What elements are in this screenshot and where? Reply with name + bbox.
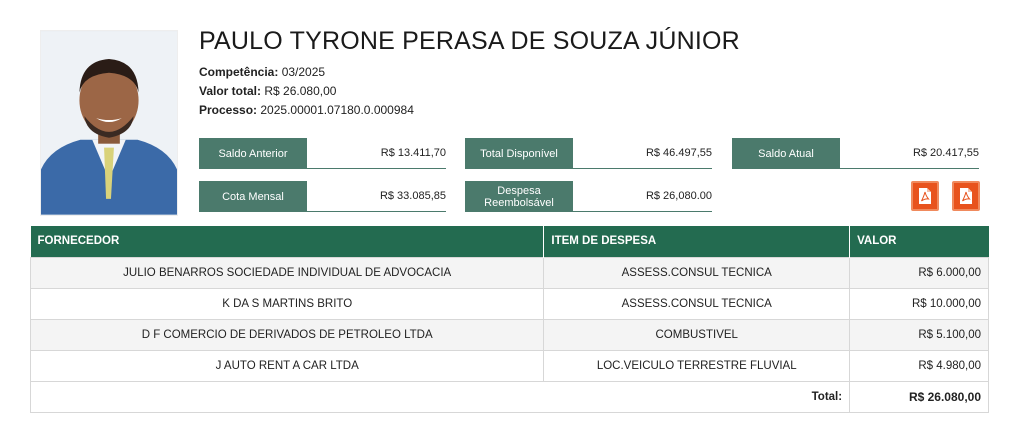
pdf-file-icon	[918, 188, 932, 204]
saldo-atual-card	[732, 138, 979, 169]
cota-mensal-card	[199, 181, 446, 212]
cell-fornecedor: J AUTO RENT A CAR LTDA	[31, 350, 544, 381]
profile-photo	[40, 30, 178, 216]
cell-item-despesa: ASSESS.CONSUL TECNICA	[544, 257, 850, 288]
competencia-line	[199, 65, 325, 79]
header-valor: VALOR	[850, 226, 989, 257]
cota-mensal-value: R$ 33.085,85	[307, 181, 446, 212]
table-row	[31, 350, 989, 381]
cell-fornecedor: JULIO BENARROS SOCIEDADE INDIVIDUAL DE ADVOCACIA	[31, 257, 544, 288]
processo-value: 2025.00001.07180.0.000984	[260, 103, 414, 117]
despesa-label-line-2: Reembolsável	[484, 196, 554, 209]
pdf-download-button-1[interactable]	[911, 181, 939, 211]
saldo-anterior-value: R$ 13.411,70	[307, 138, 446, 169]
expenses-table	[30, 226, 989, 413]
saldo-anterior-card	[199, 138, 446, 169]
total-disponivel-card	[465, 138, 712, 169]
cell-item-despesa: COMBUSTIVEL	[544, 319, 850, 350]
total-value: R$ 26.080,00	[850, 381, 989, 412]
processo-line	[199, 103, 414, 117]
valor-total-label: Valor total:	[199, 84, 262, 98]
table-header-row	[31, 226, 989, 257]
competencia-label: Competência:	[199, 65, 279, 79]
total-label: Total:	[31, 381, 850, 412]
competencia-value: 03/2025	[281, 65, 326, 79]
cell-valor: R$ 5.100,00	[850, 319, 989, 350]
cell-valor: R$ 4.980,00	[850, 350, 989, 381]
cell-item-despesa: ASSESS.CONSUL TECNICA	[544, 288, 850, 319]
despesa-reembolsavel-card	[465, 181, 712, 212]
pdf-download-button-2[interactable]	[952, 181, 980, 211]
despesa-label-line-1: Despesa	[497, 184, 541, 197]
table-row	[31, 288, 989, 319]
table-total-row	[31, 381, 989, 412]
deputy-name: PAULO TYRONE PERASA DE SOUZA JÚNIOR	[199, 27, 740, 55]
valor-total-line	[199, 84, 336, 98]
cota-mensal-label: Cota Mensal	[199, 181, 307, 212]
processo-label: Processo:	[199, 103, 258, 117]
saldo-atual-label: Saldo Atual	[732, 138, 840, 169]
despesa-reembolsavel-label	[465, 181, 573, 212]
table-row	[31, 257, 989, 288]
total-disponivel-label: Total Disponível	[465, 138, 573, 169]
header-fornecedor: FORNECEDOR	[31, 226, 544, 257]
table-row	[31, 319, 989, 350]
cell-fornecedor: D F COMERCIO DE DERIVADOS DE PETROLEO LTDA	[31, 319, 544, 350]
cell-fornecedor: K DA S MARTINS BRITO	[31, 288, 544, 319]
cell-item-despesa: LOC.VEICULO TERRESTRE FLUVIAL	[544, 350, 850, 381]
pdf-file-icon	[959, 188, 973, 204]
saldo-atual-value: R$ 20.417,55	[840, 138, 979, 169]
header-item-despesa: ITEM DE DESPESA	[544, 226, 850, 257]
cell-valor: R$ 10.000,00	[850, 288, 989, 319]
despesa-reembolsavel-value: R$ 26,080.00	[573, 181, 712, 212]
cell-valor: R$ 6.000,00	[850, 257, 989, 288]
saldo-anterior-label: Saldo Anterior	[199, 138, 307, 169]
total-disponivel-value: R$ 46.497,55	[573, 138, 712, 169]
valor-total-value: R$ 26.080,00	[264, 84, 337, 98]
